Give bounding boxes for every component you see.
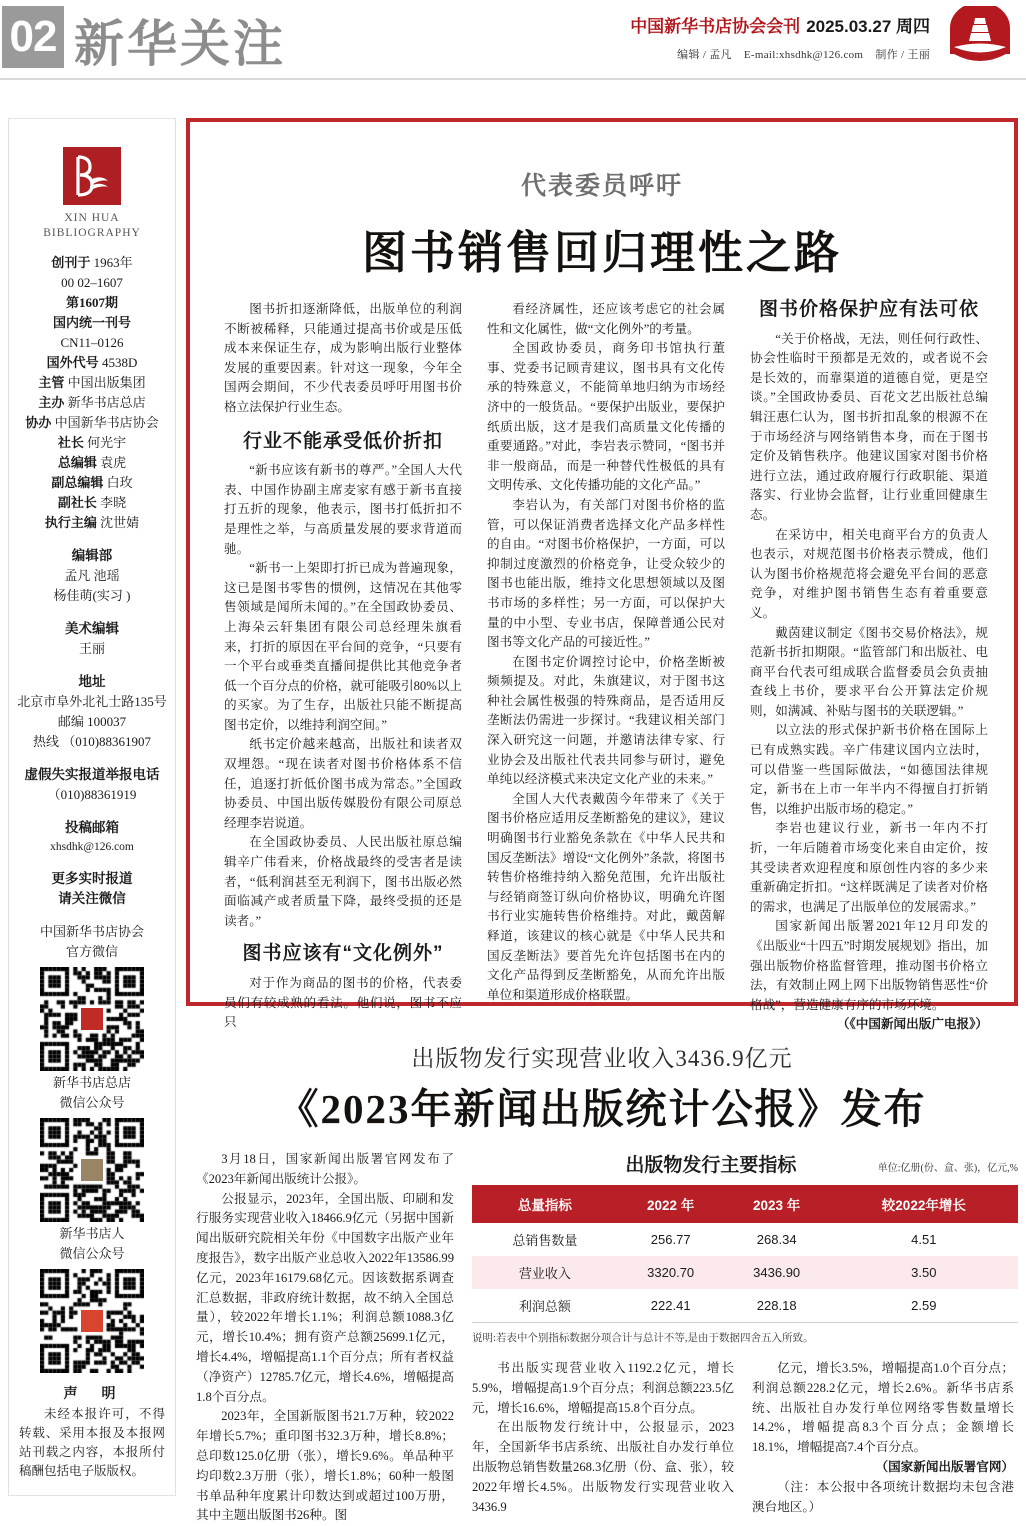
list-item <box>9 433 175 453</box>
block-line: 邮编 100037 <box>57 714 127 729</box>
list-item <box>9 353 175 373</box>
block-line: 孟凡 池瑶 <box>64 568 120 583</box>
paragraph: 对于作为商品的图书的价格，代表委员们有较成熟的看法。他们说，图书不应只 <box>224 976 462 1030</box>
xinhua-book-logo-icon <box>63 147 121 205</box>
article-subheading: 图书应该有“文化例外” <box>242 943 444 965</box>
editor-credit: 编辑 / 孟凡 <box>677 49 732 61</box>
qr-code-association[interactable] <box>40 967 144 1071</box>
article-shoulder-heading: 代表委员呼吁 <box>520 172 683 200</box>
paragraph: 在出版物发行统计中，公报显示，2023年，全国新华书店系统、出版社自办发行单位出版物总销售数量268.3亿册（份、盒、张），较2022年增长4.5%。出版物发行实现营业收入3436.9 <box>472 1420 734 1514</box>
block-line[interactable]: xhsdhk@126.com <box>50 841 134 853</box>
article2-column-3 <box>752 1359 1014 1517</box>
qr-block-association <box>9 922 175 1071</box>
sidebar-block-address <box>9 672 175 752</box>
declaration-body: 未经本报许可，不得转载、采用本报及本报网站刊载之内容，本报所付稿酬包括电子版版权。 <box>19 1407 165 1478</box>
info-label: 国内统一刊号 <box>52 315 131 330</box>
cell-2023: 228.18 <box>724 1289 830 1323</box>
info-value: 新华书店总店 <box>67 395 146 410</box>
article2-source-credit: （国家新闻出版署官网） <box>875 1459 1014 1474</box>
paragraph: 在全国政协委员、人民出版社原总编辑辛广伟看来，价格战最终的受害者是读者，“低利润甚至无利润下，图书出版必然面临减产或者质量下降，最终受损的还是读者。” <box>224 835 462 928</box>
table-row <box>472 1223 1018 1256</box>
info-label: 国外代号 <box>46 355 99 370</box>
table-row <box>472 1289 1018 1323</box>
info-label: 执行主编 <box>44 515 97 530</box>
info-value: 4538D <box>101 355 138 370</box>
paragraph: 公报显示，2023年，全国出版、印刷和发行服务实现营业收入18466.9亿元（另据中国新闻出版研究院相关年份《中国数字出版产业年度报告》，数字出版产业总收入2022年13586.99亿元，2023年16179.68亿元。因该数据系调查汇总数据，非政府统计数据，故不纳入全国总量），较2022年增长1.1%；利润总额1088.3亿元，增长10.4%；拥有资产总额25699.1亿元，增长4.4%，增幅提高1.1个百分点；所有者权益（净资产）12785.7亿元，增长4.6%，增幅提高1.8个百分点。 <box>196 1191 454 1404</box>
pagoda-logo-icon <box>942 6 1018 68</box>
info-value: CN11–0126 <box>60 335 124 350</box>
paragraph: 在采访中，相关电商平台方的负责人也表示，对规范图书价格表示赞成，他们认为图书价格规范将会避免平台间的恶意竞争，对维护图书销售生态有着重要意义。 <box>750 527 988 620</box>
cell-2023: 268.34 <box>756 1232 797 1247</box>
list-item <box>9 453 175 473</box>
info-value: 沈世婧 <box>100 515 140 530</box>
paragraph: 2023年，全国新版图书21.7万种，较2022年增长5.7%；重印图书32.3万种，增长8.8%；总印数125.0亿册（张），增长9.6%。单品种平均印数2.3万册（张），增长1.8%；60种一般图书单品种年度累计印数达到或超过100万册，其中主题出版图书26种。图 <box>196 1409 454 1523</box>
cell-growth: 4.51 <box>911 1232 937 1247</box>
block-line: 王丽 <box>78 641 105 656</box>
page-masthead <box>0 0 1026 80</box>
seal-stamp-icon <box>79 1006 105 1032</box>
info-label: 第1607期 <box>65 295 118 310</box>
paragraph: “新书应该有新书的尊严。”全国人大代表、中国作协副主席麦家有感于新书直接打五折的现象，他表示，图书打低折扣不是理性之举，与高质量发展的要求背道而驰。 <box>224 463 462 556</box>
paragraph: 纸书定价越来越高，出版社和读者双双埋怨。“现在读者对图书价格体系不信任，追逐打折低价图书成为常态。”全国政协委员、中国出版传媒股份有限公司原总经理李岩说道。 <box>224 737 462 830</box>
article-subheading: 行业不能承受低价折扣 <box>242 430 443 452</box>
paragraph: 李岩认为，有关部门对图书价格的监管，可以保证消费者选择文化产品多样性的自由。“对图书价格保护，一方面，可以抑制过度激烈的价格竞争，让受众较少的图书也能出版，维持文化思想领域以及图书市场的多样性；另一方面，可以保护大量的中小型、专业书店，保障普通公民对图书等文化产品的可接近性。” <box>487 497 725 650</box>
paragraph: 国家新闻出版署2021年12月印发的《出版业“十四五”时期发展规划》指出，加强出版物价格监督管理，推动图书价格立法，有效制止网上网下出版物销售恶性“价格战”，营造健康有序的市场环境。 <box>750 919 988 1012</box>
sidebar-english-line1: XIN HUA <box>64 212 120 224</box>
list-item <box>9 273 175 293</box>
info-label: 副社长 <box>57 495 97 510</box>
info-label: 主办 <box>38 395 65 410</box>
info-value: 李晓 <box>100 495 127 510</box>
paragraph: 3月18日，国家新闻出版署官网发布了《2023年新闻出版统计公报》。 <box>196 1152 454 1186</box>
cell-2022: 256.77 <box>650 1232 691 1247</box>
table-and-text-area <box>472 1150 1018 1514</box>
producer-credit: 制作 / 王丽 <box>875 49 930 61</box>
paragraph: 戴茵建议制定《图书交易价格法》，规范新书折扣期限。“监管部门和出版社、电商平台代表可组成联合监督委员会负责抽查线上书价，要求平台公开算法定价规则，如满减、补贴与图书的关联逻辑。” <box>750 625 988 718</box>
sidebar-block-editorial <box>9 546 175 606</box>
table-note: 说明:若表中个别指标数据分项合计与总计不等,是由于数据四舍五入所致。 <box>472 1333 814 1344</box>
article-main-title: 图书销售回归理性之路 <box>361 228 842 278</box>
column-header: 总量指标 <box>472 1185 618 1223</box>
info-label: 总编辑 <box>57 455 97 470</box>
info-label: 协办 <box>25 415 52 430</box>
paragraph: 李岩也建议行业，新书一年内不打折，一年后随着市场变化来自由定价，按其受读者欢迎程度和原创性内容的多少来重新确定折扣。“这样既满足了读者对价格的需求，也满足了出版单位的发展需求。” <box>750 821 988 914</box>
article-columns <box>224 299 988 1032</box>
publication-name: 中国新华书店协会会刊 <box>630 17 801 36</box>
list-item <box>9 373 175 393</box>
block-line: 热线 （010)88361907 <box>32 734 152 749</box>
article-source-credit: （《中国新闻出版广电报》） <box>836 1017 988 1032</box>
info-value: 00 02–1607 <box>61 275 123 290</box>
qr-title-line2: 官方微信 <box>65 944 118 959</box>
qr-block-people <box>9 1224 175 1373</box>
publication-distribution-stats-table <box>472 1185 1018 1323</box>
list-item <box>9 413 175 433</box>
qr-code-head-store[interactable] <box>40 1118 144 1222</box>
block-line: 北京市阜外北礼士路135号 <box>17 694 167 709</box>
block-line: （010)88361919 <box>47 787 137 802</box>
paragraph: 全国人大代表戴茵今年带来了《关于图书价格应适用反垄断豁免的建议》，建议明确图书行业豁免条款在《中华人民共和国反垄断法》增设“文化例外”条款，将图书转售价格维持纳入豁免范围，允许出版社与经销商签订纵向价格协议，明确允许图书行业实施转售价格维持。对此，戴茵解释道，该建议的核心就是《中华人民共和国反垄断法》要首先允许包括图书在内的文化产品得到反垄断豁免，从而允许出版单位和渠道形成价格联盟。 <box>487 791 725 1002</box>
paragraph: 全国政协委员，商务印书馆执行董事、党委书记顾青建议，图书具有文化传承的特殊意义，不能简单地归纳为市场经济中的一般货品。“要保护出版业，要保护纸质出版，这才是我们高质量文化传播的重要通路。”对此，李岩表示赞同，“图书并非一般商品，而是一种替代性极低的具有文明传承、文化传播功能的文化产品。” <box>487 341 725 493</box>
info-value: 中国出版集团 <box>67 375 146 390</box>
list-item <box>9 513 175 533</box>
article2-column-1 <box>196 1150 454 1523</box>
cell-2023: 3436.90 <box>724 1256 830 1289</box>
table-unit-label: 单位:亿册(份、盒、张)，亿元,% <box>877 1163 1018 1174</box>
main-article-frame <box>186 118 1018 1032</box>
sidebar-info-list <box>9 253 175 533</box>
list-item <box>9 293 175 313</box>
qr-title-line2: 微信公众号 <box>59 1246 125 1261</box>
article2-column-2 <box>472 1359 734 1517</box>
info-label: 主管 <box>38 375 65 390</box>
cell-growth: 3.50 <box>830 1256 1018 1289</box>
qr-title-line2: 微信公众号 <box>59 1095 125 1110</box>
block-title: 投稿邮箱 <box>65 820 119 835</box>
list-item <box>9 253 175 273</box>
column-header: 较2022年增长 <box>830 1185 1018 1223</box>
storefront-icon <box>79 1157 105 1183</box>
row-label: 总销售数量 <box>512 1233 578 1248</box>
block-title: 编辑部 <box>71 548 113 563</box>
masthead-info <box>630 12 930 62</box>
qr-code-people[interactable] <box>40 1269 144 1373</box>
block-line: 请关注微信 <box>58 891 126 906</box>
article2-shoulder-heading: 出版物发行实现营业收入3436.9亿元 <box>411 1046 793 1071</box>
qr-title-line1: 新华书店总店 <box>52 1075 131 1090</box>
sidebar-block-art <box>9 619 175 659</box>
block-title: 虚假失实报道举报电话 <box>24 767 160 782</box>
info-value: 何光宇 <box>87 435 127 450</box>
sidebar-english-line2: BIBLIOGRAPHY <box>43 227 141 239</box>
block-title: 更多实时报道 <box>51 871 133 886</box>
column-header: 2023 年 <box>724 1185 830 1223</box>
info-value: 白玫 <box>106 475 133 490</box>
page-number-badge: 02 <box>2 6 64 68</box>
list-item <box>9 493 175 513</box>
row-label: 营业收入 <box>472 1256 618 1289</box>
info-value: 中国新华书店协会 <box>54 415 159 430</box>
column-header: 2022 年 <box>618 1185 724 1223</box>
table-header-row <box>472 1185 1018 1223</box>
info-label: 社长 <box>57 435 84 450</box>
article-column-3 <box>750 299 988 1032</box>
declaration-title: 声 明 <box>63 1387 121 1402</box>
paragraph: “新书一上架即打折已成为普遍现象，这已是图书零售的惯例，这情况在其他零售领域是闻所未闻的。”在全国政协委员、上海朵云轩集团有限公司总经理朱旗看来，打折的原因在平台间的竞争，“只要有一个平台或垂类直播间提供比其他竞争者低一个百分点的价格，就可能吸引80%以上的买家。为了生存，出版社只能不断提高图书定价，以维持利润空间。” <box>224 561 462 732</box>
block-line: 杨佳萌(实习 ) <box>53 588 131 603</box>
block-title: 地址 <box>78 674 106 689</box>
email-credit: E-mail:xhsdhk@126.com <box>743 49 864 61</box>
sidebar-block-report-hotline <box>9 765 175 805</box>
block-title: 美术编辑 <box>65 621 119 636</box>
section-title: 新华关注 <box>74 16 286 72</box>
cell-2022: 3320.70 <box>618 1256 724 1289</box>
list-item <box>9 473 175 493</box>
paragraph: 在图书定价调控讨论中，价格垄断被频频提及。对此，朱旗建议，对于图书这种社会属性极强的特殊商品，是否适用反垄断法仍需进一步探讨。“我建议相关部门深入研究这一问题，并邀请法律专家、行业协会及出版社代表共同参与研讨，避免单纯以经济模式来决定文化产业的未来。” <box>487 654 725 787</box>
stats-table-block <box>472 1150 1018 1345</box>
article2-columns <box>196 1150 1018 1523</box>
cell-2022: 222.41 <box>618 1289 724 1323</box>
qr-block-head-store <box>9 1073 175 1222</box>
info-label: 创刊于 <box>51 255 91 270</box>
paragraph: 看经济属性，还应该考虑它的社会属性和文化属性，做“文化例外”的考量。 <box>487 302 725 336</box>
sidebar-block-submission-email <box>9 818 175 856</box>
cell-growth: 2.59 <box>830 1289 1018 1323</box>
issue-date: 2025.03.27 周四 <box>806 17 930 36</box>
paragraph: 以立法的形式保护新书价格在国际上已有成熟实践。辛广伟建议国内立法时，可以借鉴一些国际做法，“如德国法律规定，新书在上市一年半内不得擅自打折销售，以维护出版市场的稳定。” <box>750 723 988 816</box>
paragraph: 图书折扣逐渐降低，出版单位的利润不断被稀释，只能通过提高书价或是压低成本来保证生存，成为影响出版行业整体发展的重要因素。针对这一现象，今年全国两会期间，不少代表委员呼吁用图书价格立法保护行业生态。 <box>224 302 462 414</box>
article-subheading: 图书价格保护应有法可依 <box>758 299 979 320</box>
paragraph: “关于价格战，无法，则任何行政性、协会性临时干预都是无效的，或者说不会是长效的，而靠渠道的道德自觉，更是空谈。”全国政协委员、百花文艺出版社总编辑汪惠仁认为，图书折扣乱象的根源不在于市场经济与网络销售本身，而在于图书定价及销售秩序。他建议国家对图书价格进行立法，通过政府履行行政职能、渠道落实、行业协会监督，让行业重回健康生态。 <box>750 331 988 522</box>
sidebar-block-wechat-prompt <box>9 869 175 909</box>
article2-main-title: 《2023年新闻出版统计公报》发布 <box>277 1086 927 1132</box>
table-title: 出版物发行主要指标 <box>625 1155 797 1176</box>
info-value: 1963年 <box>93 255 133 270</box>
paragraph: 亿元，增长3.5%，增幅提高1.0个百分点；利润总额228.2亿元，增长2.6%。新华书店系统、出版社自办发行单位网络零售数量增长14.2%，增幅提高8.3个百分点；金额增长18.1%，增幅提高7.4个百分点。 <box>752 1361 1014 1455</box>
paragraph: （注：本公报中各项统计数据均未包含港澳台地区。） <box>752 1479 1014 1514</box>
masthead-sidebar <box>8 118 176 1496</box>
person-seal-icon <box>79 1308 105 1334</box>
list-item <box>9 393 175 413</box>
list-item <box>9 333 175 353</box>
list-item <box>9 313 175 333</box>
table-row <box>472 1256 1018 1289</box>
qr-title-line1: 中国新华书店协会 <box>39 924 144 939</box>
info-label: 副总编辑 <box>51 475 104 490</box>
qr-title-line1: 新华书店人 <box>59 1226 125 1241</box>
info-value: 袁虎 <box>100 455 127 470</box>
paragraph: 书出版实现营业收入1192.2亿元，增长5.9%，增幅提高1.9个百分点；利润总额223.5亿元，增长16.6%，增幅提高15.8个百分点。 <box>472 1361 734 1415</box>
article-column-2 <box>487 300 725 1002</box>
article-column-1 <box>224 300 462 1030</box>
row-label: 利润总额 <box>472 1289 618 1323</box>
